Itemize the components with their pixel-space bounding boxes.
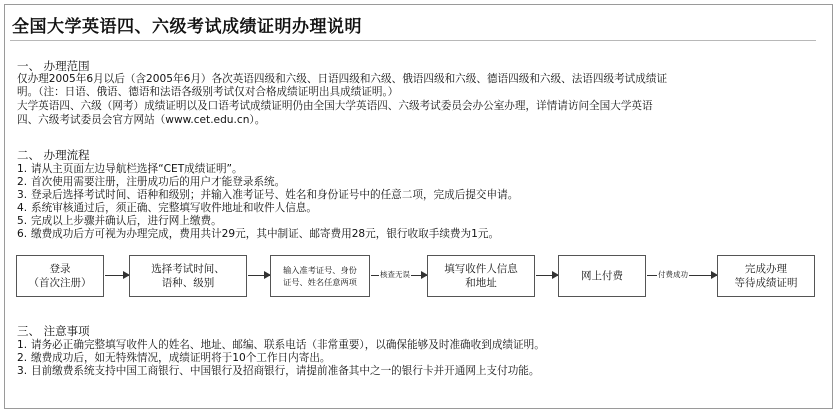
flow-step-label: 网上付费 — [581, 270, 623, 282]
flow-step-fill-address — [427, 255, 535, 297]
scope-text-line-3: 大学英语四、六级（网考）成绩证明以及口语考试成绩证明仍由全国大学英语四、六级考试委员会办公室办理，详情请访问全国大学英语 — [17, 100, 653, 112]
process-step-number: 6. — [17, 228, 28, 240]
note-text: 目前缴费系统支持中国工商银行、中国银行及招商银行，请提前准备其中之一的银行卡并开通网上支付功能。 — [31, 365, 540, 377]
section-heading-scope: 一、 办理范围 — [17, 59, 90, 73]
process-step-3 — [17, 189, 518, 201]
flow-step-sublabel: （首次注册） — [28, 277, 92, 289]
process-step-4 — [17, 202, 317, 214]
process-step-text: 缴费成功后方可视为办理完成，费用共计29元，其中制证、邮寄费用28元，银行收取手续费为1元。 — [31, 228, 500, 240]
note-item-1 — [17, 339, 545, 351]
note-item-2 — [17, 352, 331, 364]
process-step-6 — [17, 228, 499, 240]
scope-text-line-4: 四、六级考试委员会官方网站（www.cet.edu.cn）。 — [17, 114, 266, 126]
flow-step-complete — [717, 255, 815, 297]
process-step-text: 完成以上步骤并确认后，进行网上缴费。 — [31, 215, 222, 227]
note-number: 3. — [17, 365, 28, 377]
note-text: 缴费成功后，如无特殊情况，成绩证明将于10个工作日内寄出。 — [31, 352, 331, 364]
process-step-1 — [17, 163, 243, 175]
process-step-text: 请从主页面左边导航栏选择“CET成绩证明”。 — [31, 163, 243, 175]
flow-step-sublabel: 证号、姓名任意两项 — [283, 277, 357, 287]
flow-step-label: 选择考试时间、 — [151, 263, 225, 275]
process-step-number: 1. — [17, 163, 28, 175]
flow-step-label: 登录 — [49, 263, 71, 275]
flow-step-sublabel: 和地址 — [465, 277, 497, 289]
flow-arrow — [248, 275, 270, 276]
flow-step-sublabel: 语种、级别 — [161, 277, 215, 289]
flow-arrow — [105, 275, 129, 276]
scope-text-line-1: 仅办理2005年6月以后（含2005年6月）各次英语四级和六级、日语四级和六级、俄语四级和六级、德语四级和六级、法语四级考试成绩证 — [17, 73, 668, 85]
page-title: 全国大学英语四、六级考试成绩证明办理说明 — [12, 17, 362, 37]
process-step-number: 4. — [17, 202, 28, 214]
note-number: 1. — [17, 339, 28, 351]
flow-step-online-payment — [558, 255, 646, 297]
process-step-text: 系统审核通过后，须正确、完整填写收件地址和收件人信息。 — [31, 202, 318, 214]
flow-step-label: 输入准考证号、身份 — [283, 265, 357, 275]
flow-step-label: 填写收件人信息 — [444, 263, 518, 275]
flow-step-sublabel: 等待成绩证明 — [734, 277, 798, 289]
process-step-5 — [17, 215, 222, 227]
flow-arrow-label-paid: 付费成功 — [658, 270, 688, 279]
flow-step-label: 完成办理 — [745, 263, 787, 275]
flow-step-enter-info — [270, 255, 370, 297]
section-heading-notes: 三、 注意事项 — [17, 324, 90, 338]
section-heading-process: 二、 办理流程 — [17, 148, 90, 162]
flow-step-select-exam — [129, 255, 247, 297]
process-step-number: 5. — [17, 215, 28, 227]
scope-text-line-2: 明。（注：日语、俄语、德语和法语各级别考试仅对合格成绩证明出具成绩证明。） — [17, 86, 399, 98]
process-flow-diagram — [16, 255, 816, 299]
note-number: 2. — [17, 352, 28, 364]
process-step-number: 3. — [17, 189, 28, 201]
process-step-text: 登录后选择考试时间、语种和级别；并输入准考证号、姓名和身份证号中的任意二项，完成后提交申请。 — [31, 189, 519, 201]
flow-arrow-label-check: 核查无误 — [380, 270, 410, 279]
flow-step-login — [16, 255, 104, 297]
title-divider — [10, 40, 816, 41]
note-text: 请务必正确完整填写收件人的姓名、地址、邮编、联系电话（非常重要），以确保能够及时准确收到成绩证明。 — [31, 339, 545, 351]
flow-arrow — [536, 275, 558, 276]
process-step-text: 首次使用需要注册，注册成功后的用户才能登录系统。 — [31, 176, 286, 188]
process-step-number: 2. — [17, 176, 28, 188]
note-item-3 — [17, 365, 540, 377]
process-step-2 — [17, 176, 285, 188]
